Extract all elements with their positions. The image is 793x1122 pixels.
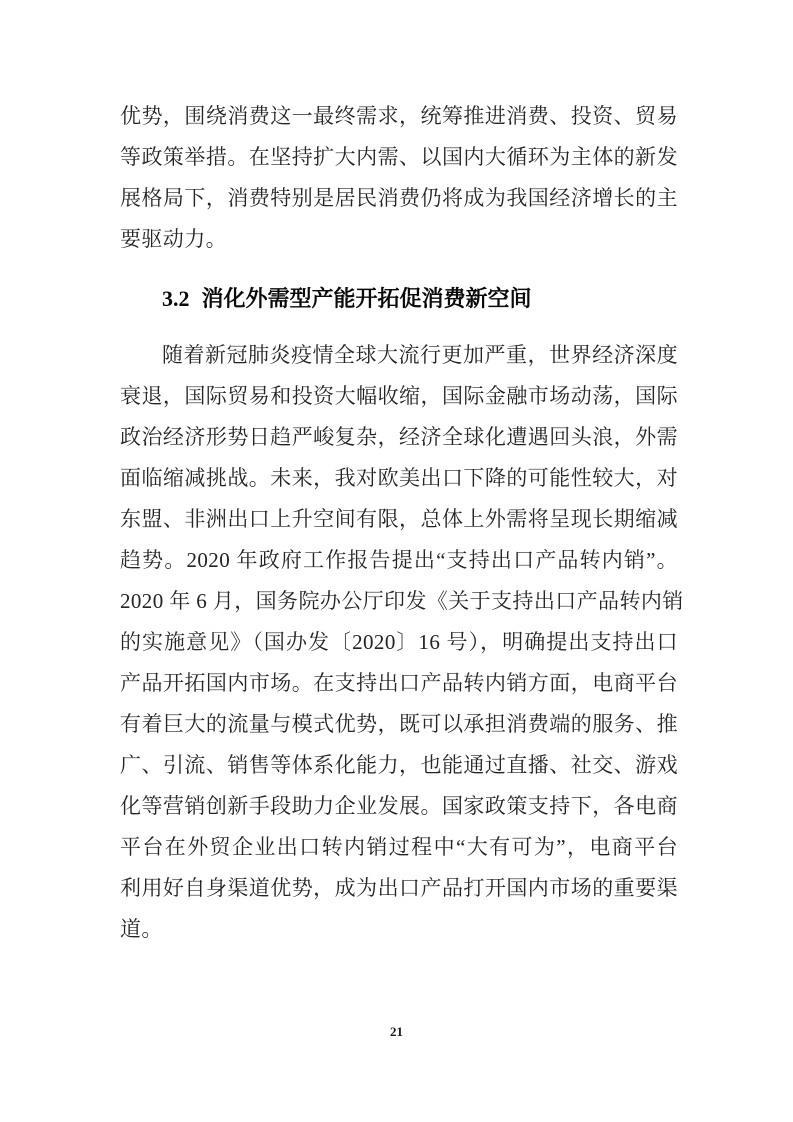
section-title: 消化外需型产能开拓促消费新空间 [201,286,532,311]
text-line: 有着巨大的流量与模式优势，既可以承担消费端的服务、推 [120,712,678,736]
section-number: 3.2 [162,286,190,311]
text-line: 东盟、非洲出口上升空间有限，总体上外需将呈现长期缩减 [120,507,678,531]
text-line: 2020 年 6 月，国务院办公厅印发《关于支持出口产品转内销 [120,589,684,613]
text-line: 的实施意见》（国办发〔2020〕16 号），明确提出支持出口 [120,630,678,654]
page-number: 21 [390,1024,403,1039]
section-heading [120,278,678,319]
text-line: 政治经济形势日趋严峻复杂，经济全球化遭遇回头浪，外需 [120,425,678,449]
text-line: 等政策举措。在坚持扩大内需、以国内大循环为主体的新发 [120,145,678,169]
text-line: 趋势。2020 年政府工作报告提出“支持出口产品转内销”。 [120,548,678,572]
text-line: 面临缩减挑战。未来，我对欧美出口下降的可能性较大，对 [120,466,678,490]
text-line: 平台在外贸企业出口转内销过程中“大有可为”，电商平台 [120,835,678,859]
text-line: 衰退，国际贸易和投资大幅收缩，国际金融市场动荡，国际 [120,384,678,408]
paragraph-continuation [120,96,678,260]
text-line: 利用好自身渠道优势，成为出口产品打开国内市场的重要渠 [120,876,678,900]
text-line: 展格局下，消费特别是居民消费仍将成为我国经济增长的主 [120,186,678,210]
paragraph-body [120,335,684,950]
text-line: 要驱动力。 [120,227,227,251]
text-line: 广、引流、销售等体系化能力，也能通过直播、社交、游戏 [120,753,678,777]
text-line: 化等营销创新手段助力企业发展。国家政策支持下，各电商 [120,794,678,818]
text-line: 随着新冠肺炎疫情全球大流行更加严重，世界经济深度 [162,343,678,367]
text-line: 优势，围绕消费这一最终需求，统筹推进消费、投资、贸易 [120,104,678,128]
text-line: 产品开拓国内市场。在支持出口产品转内销方面，电商平台 [120,671,678,695]
text-line: 道。 [120,917,163,941]
page-content [120,96,684,950]
